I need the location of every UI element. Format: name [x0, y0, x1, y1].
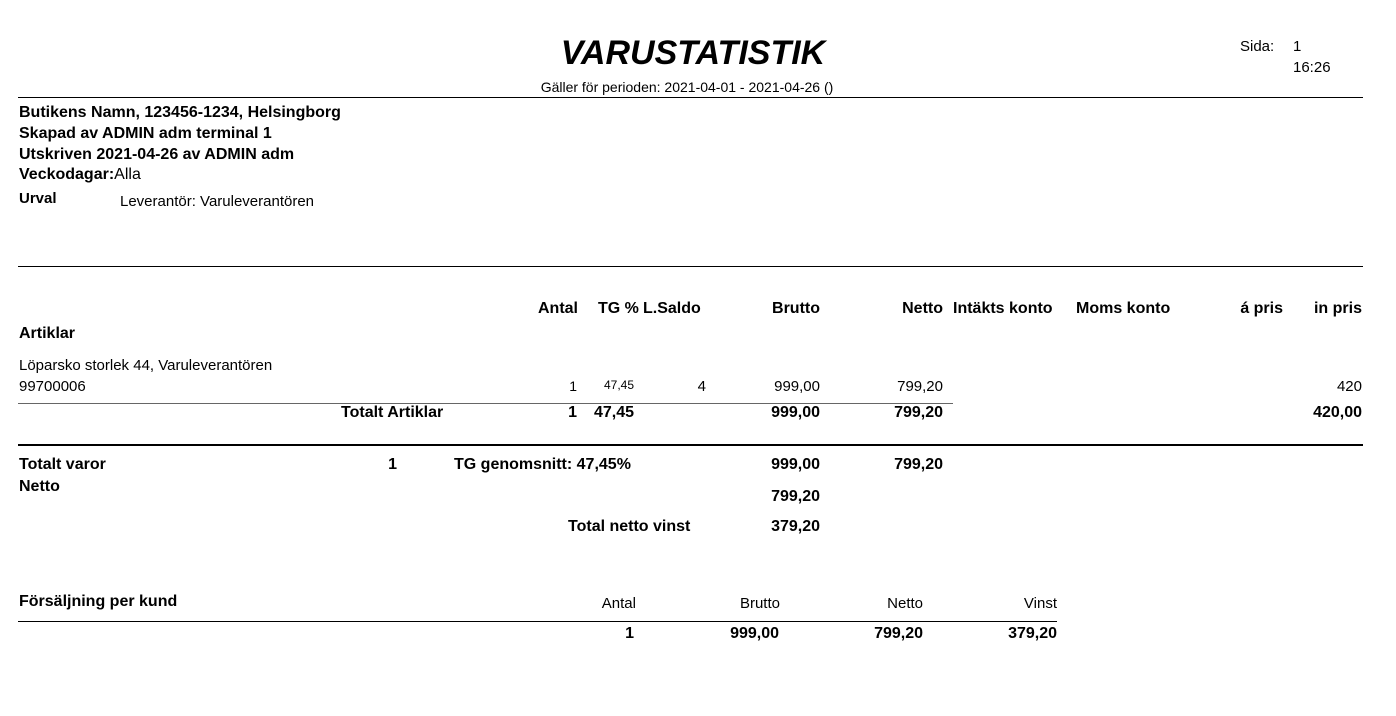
- summary-profit-value: 379,20: [771, 518, 820, 535]
- group-total-label: Totalt Artiklar: [341, 404, 444, 421]
- per-customer-total-vinst: 379,20: [1008, 625, 1057, 642]
- per-customer-col-vinst: Vinst: [1023, 595, 1057, 612]
- group-total-brutto: 999,00: [771, 404, 820, 421]
- col-brutto: Brutto: [772, 300, 820, 317]
- page-label: Sida:: [1240, 38, 1275, 55]
- col-netto: Netto: [902, 300, 943, 317]
- header-divider: [18, 97, 1363, 98]
- col-in-pris: in pris: [1313, 300, 1362, 317]
- summary-total-label: Totalt varor: [19, 456, 106, 473]
- summary-total-netto: 799,20: [894, 456, 943, 473]
- report-period: Gäller för perioden: 2021-04-01 - 2021-04-26 (): [540, 79, 834, 95]
- per-customer-total-antal: 1: [625, 625, 634, 642]
- col-antal: Antal: [538, 300, 578, 317]
- item-netto: 799,20: [897, 378, 943, 395]
- item-antal: 1: [569, 378, 577, 394]
- summary-profit-label: Total netto vinst: [568, 518, 691, 535]
- weekdays-label: Veckodagar:: [19, 166, 115, 183]
- item-tg: 47,45: [604, 378, 635, 392]
- page-number: 1: [1293, 38, 1302, 55]
- report-time: 16:26: [1293, 59, 1331, 76]
- per-customer-divider: [18, 621, 1057, 622]
- item-brutto: 999,00: [774, 378, 820, 395]
- weekdays: [19, 166, 141, 184]
- summary-netto-value: 799,20: [771, 488, 820, 505]
- summary-tg-avg: TG genomsnitt: 47,45%: [454, 456, 631, 473]
- weekdays-value: Alla: [114, 166, 141, 183]
- group-total-antal: 1: [568, 404, 577, 421]
- group-total-in-pris: 420,00: [1313, 404, 1362, 421]
- selection-label: Urval: [19, 190, 57, 207]
- printed-info: Utskriven 2021-04-26 av ADMIN adm: [19, 146, 295, 163]
- item-article-no: 99700006: [19, 378, 86, 395]
- group-total-netto: 799,20: [894, 404, 943, 421]
- col-a-pris: á pris: [1240, 300, 1283, 317]
- col-tg: TG %: [598, 300, 639, 317]
- summary-total-brutto: 999,00: [771, 456, 820, 473]
- group-label: Artiklar: [19, 325, 76, 342]
- summary-netto-label: Netto: [19, 478, 60, 495]
- info-divider: [18, 266, 1363, 267]
- item-name: Löparsko storlek 44, Varuleverantören: [19, 357, 273, 374]
- per-customer-total-netto: 799,20: [874, 625, 923, 642]
- per-customer-total-brutto: 999,00: [730, 625, 779, 642]
- per-customer-title: Försäljning per kund: [19, 593, 178, 610]
- summary-divider: [18, 444, 1363, 446]
- per-customer-col-brutto: Brutto: [739, 595, 780, 612]
- item-in-pris: 420: [1336, 378, 1362, 395]
- selection-value: Leverantör: Varuleverantören: [120, 193, 315, 210]
- report-title: VARUSTATISTIK: [560, 34, 826, 72]
- group-total-tg: 47,45: [594, 404, 635, 421]
- item-lsaldo: 4: [697, 378, 706, 395]
- summary-total-antal: 1: [388, 456, 397, 473]
- created-by: Skapad av ADMIN adm terminal 1: [19, 125, 272, 142]
- per-customer-col-netto: Netto: [887, 595, 923, 612]
- per-customer-col-antal: Antal: [601, 595, 636, 612]
- col-moms-konto: Moms konto: [1076, 300, 1171, 317]
- store-info: Butikens Namn, 123456-1234, Helsingborg: [19, 104, 341, 121]
- col-lsaldo: L.Saldo: [643, 300, 701, 317]
- col-intakts-konto: Intäkts konto: [953, 300, 1053, 317]
